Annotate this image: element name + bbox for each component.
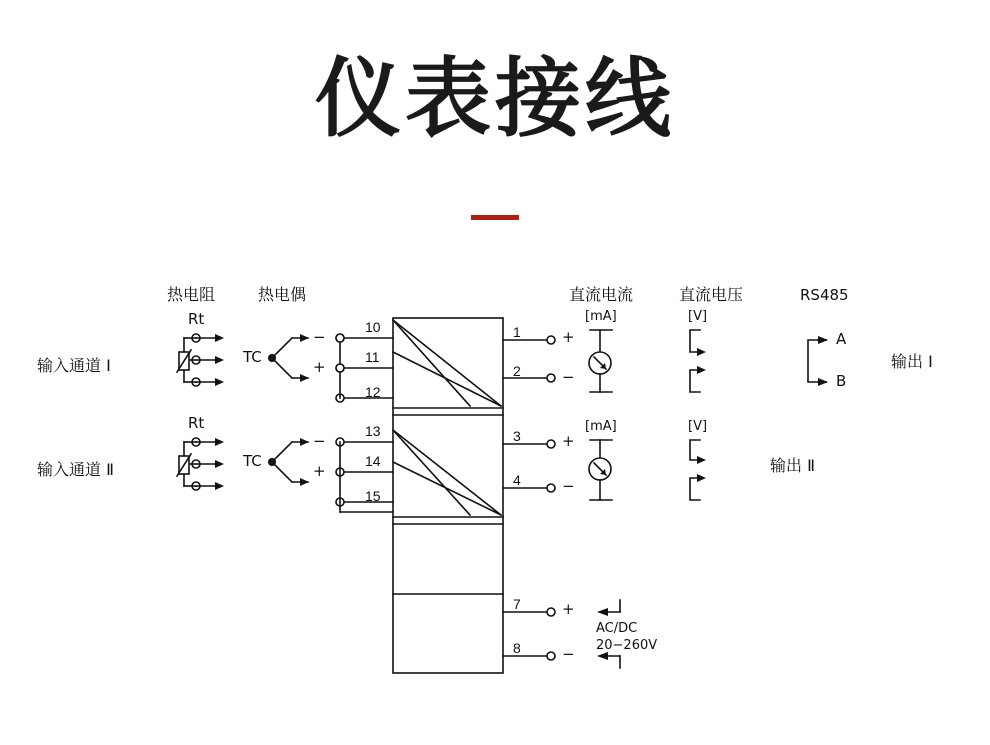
terminal-10: 10 (365, 319, 381, 335)
header-rtd: 热电阻 (167, 285, 216, 304)
terminal-2: 2 (513, 363, 521, 379)
rs485-a-label: A (836, 330, 847, 348)
tc-plus-1: + (313, 358, 326, 376)
tc-label-2: TC (243, 452, 262, 470)
tc-plus-2: + (313, 462, 326, 480)
terminal-4: 4 (513, 472, 521, 488)
terminal-12: 12 (365, 384, 381, 400)
page-title: 仪表接线 (315, 49, 675, 149)
terminal-15: 15 (365, 488, 381, 504)
terminal-1: 1 (513, 324, 521, 340)
header-dc-current: 直流电流 (569, 285, 634, 304)
power-type-label: AC/DC (596, 621, 638, 636)
terminal-3: 3 (513, 428, 521, 444)
terminal-14: 14 (365, 453, 381, 469)
rs485-b-label: B (836, 372, 847, 390)
input-channel-1-label: 输入通道 Ⅰ (37, 356, 111, 375)
terminal-13: 13 (365, 423, 381, 439)
power-range-label: 20−260V (596, 638, 658, 653)
tc-label-1: TC (243, 348, 262, 366)
output-1-v-label: [V] (688, 309, 708, 324)
terminal-3-sign: + (562, 432, 575, 450)
output-2-v-label: [V] (688, 419, 708, 434)
tc-minus-1: − (313, 328, 326, 346)
output-2-ma-label: [mA] (585, 419, 617, 434)
output-2-label: 输出 Ⅱ (770, 456, 815, 475)
header-thermocouple: 热电偶 (258, 285, 307, 304)
terminal-1-sign: + (562, 328, 575, 346)
header-dc-voltage: 直流电压 (679, 285, 744, 304)
terminal-4-sign: − (562, 477, 575, 495)
instrument-body (393, 318, 503, 673)
terminal-8: 8 (513, 640, 521, 656)
header-rs485: RS485 (800, 286, 849, 304)
rt-label-1: Rt (188, 310, 205, 328)
input-channel-2-label: 输入通道 Ⅱ (37, 460, 114, 479)
output-1-ma-label: [mA] (585, 309, 617, 324)
tc-minus-2: − (313, 432, 326, 450)
rt-label-2: Rt (188, 414, 205, 432)
terminal-7-sign: + (562, 600, 575, 618)
terminal-2-sign: − (562, 368, 575, 386)
terminal-8-sign: − (562, 645, 575, 663)
output-1-label: 输出 Ⅰ (891, 352, 933, 371)
terminal-7: 7 (513, 596, 521, 612)
terminal-11: 11 (365, 349, 380, 365)
